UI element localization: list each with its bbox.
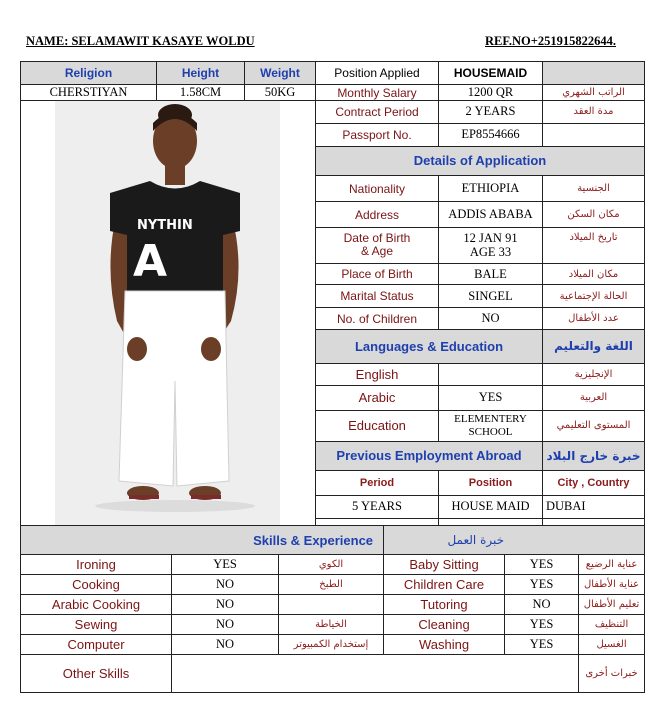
skill-cooking-arabic: الطبخ: [279, 575, 384, 595]
country-value: DUBAI: [543, 496, 645, 519]
position-applied-value: HOUSEMAID: [439, 62, 543, 85]
languages-title-arabic: اللغة والتعليم: [543, 330, 645, 363]
contract-label: Contract Period: [316, 101, 439, 124]
skill-cleaning-value: YES: [505, 615, 579, 635]
employment-title-arabic: خبرة خارج البلاد: [543, 441, 645, 470]
shirt-print-text: NYTHIN: [137, 218, 193, 233]
salary-label: Monthly Salary: [316, 85, 439, 101]
skill-ironing-label: Ironing: [21, 555, 172, 575]
skill-tutoring-label: Tutoring: [384, 595, 505, 615]
address-label: Address: [316, 202, 439, 228]
skill-sewing-value: NO: [172, 615, 279, 635]
skill-childrencare-value: YES: [505, 575, 579, 595]
skill-arabiccooking-label: Arabic Cooking: [21, 595, 172, 615]
skill-computer-arabic: إستخدام الكمبيوتر: [279, 635, 384, 655]
skill-childrencare-arabic: عناية الأطفال: [579, 575, 645, 595]
skill-sewing-arabic: الخياطة: [279, 615, 384, 635]
skill-babysitting-arabic: عناية الرضيع: [579, 555, 645, 575]
skill-computer-label: Computer: [21, 635, 172, 655]
period-value: 5 YEARS: [316, 496, 439, 519]
nationality-arabic: الجنسية: [543, 176, 645, 202]
arabic-label: Arabic: [316, 385, 439, 410]
birthplace-arabic: مكان الميلاد: [543, 263, 645, 285]
passport-label: Passport No.: [316, 123, 439, 146]
skills-title: Skills & Experience: [21, 526, 384, 555]
skill-tutoring-arabic: تعليم الأطفال: [579, 595, 645, 615]
skills-table: [20, 525, 645, 693]
height-header: Height: [157, 62, 245, 85]
address-arabic: مكان السكن: [543, 202, 645, 228]
religion-value: CHERSTIYAN: [21, 85, 157, 101]
arabic-arabic: العربية: [543, 385, 645, 410]
height-value: 1.58CM: [157, 85, 245, 101]
contract-value: 2 YEARS: [439, 101, 543, 124]
marital-label: Marital Status: [316, 285, 439, 308]
skill-arabiccooking-value: NO: [172, 595, 279, 615]
position-applied-label: Position Applied: [316, 62, 439, 85]
skill-computer-value: NO: [172, 635, 279, 655]
skills-title-arabic: خبرة العمل: [384, 526, 645, 555]
children-label: No. of Children: [316, 308, 439, 330]
salary-value: 1200 QR: [439, 85, 543, 101]
skill-babysitting-label: Baby Sitting: [384, 555, 505, 575]
education-arabic: المستوى التعليمي: [543, 410, 645, 441]
dob-value: 12 JAN 91 AGE 33: [439, 228, 543, 263]
nationality-value: ETHIOPIA: [439, 176, 543, 202]
country-header: City , Country: [543, 471, 645, 496]
birthplace-value: BALE: [439, 263, 543, 285]
education-label: Education: [316, 410, 439, 441]
address-value: ADDIS ABABA: [439, 202, 543, 228]
weight-value: 50KG: [245, 85, 316, 101]
arabic-value: YES: [439, 385, 543, 410]
applicant-photo: [55, 101, 280, 541]
nationality-label: Nationality: [316, 176, 439, 202]
children-arabic: عدد الأطفال: [543, 308, 645, 330]
skill-cleaning-arabic: التنظيف: [579, 615, 645, 635]
passport-blank: [543, 123, 645, 146]
salary-arabic: الراتب الشهري: [543, 85, 645, 101]
other-skills-value: [172, 655, 579, 693]
children-value: NO: [439, 308, 543, 330]
passport-value: EP8554666: [439, 123, 543, 146]
applicant-name: NAME: SELAMAWIT KASAYE WOLDU: [26, 34, 255, 48]
skill-cooking-value: NO: [172, 575, 279, 595]
employment-position-value: HOUSE MAID: [439, 496, 543, 519]
contract-arabic: مدة العقد: [543, 101, 645, 124]
skill-cleaning-label: Cleaning: [384, 615, 505, 635]
marital-arabic: الحالة الإجتماعية: [543, 285, 645, 308]
skill-cooking-label: Cooking: [21, 575, 172, 595]
skill-ironing-value: YES: [172, 555, 279, 575]
other-skills-arabic: خبرات أخرى: [579, 655, 645, 693]
dob-arabic: تاريخ الميلاد: [543, 228, 645, 263]
marital-value: SINGEL: [439, 285, 543, 308]
birthplace-label: Place of Birth: [316, 263, 439, 285]
employment-title: Previous Employment Abroad: [316, 441, 543, 470]
skill-sewing-label: Sewing: [21, 615, 172, 635]
position-blank: [543, 62, 645, 85]
skill-arabiccooking-arabic: [279, 595, 384, 615]
reference-number: REF.NO+251915822644.: [485, 34, 616, 48]
skill-washing-value: YES: [505, 635, 579, 655]
period-header: Period: [316, 471, 439, 496]
religion-header: Religion: [21, 62, 157, 85]
details-title: Details of Application: [316, 146, 645, 175]
dob-label: Date of Birth & Age: [316, 228, 439, 263]
other-skills-label: Other Skills: [21, 655, 172, 693]
position-header: Position: [439, 471, 543, 496]
skill-babysitting-value: YES: [505, 555, 579, 575]
application-table: [20, 61, 645, 542]
languages-title: Languages & Education: [316, 330, 543, 363]
english-label: English: [316, 363, 439, 385]
weight-header: Weight: [245, 62, 316, 85]
skill-tutoring-value: NO: [505, 595, 579, 615]
photo-cell: [21, 101, 316, 542]
skill-ironing-arabic: الكوي: [279, 555, 384, 575]
education-value: ELEMENTERY SCHOOL: [439, 410, 543, 441]
skill-washing-label: Washing: [384, 635, 505, 655]
english-arabic: الإنجليزية: [543, 363, 645, 385]
english-value: [439, 363, 543, 385]
shirt-print-letter: A: [133, 236, 168, 287]
skill-childrencare-label: Children Care: [384, 575, 505, 595]
skill-washing-arabic: الغسيل: [579, 635, 645, 655]
